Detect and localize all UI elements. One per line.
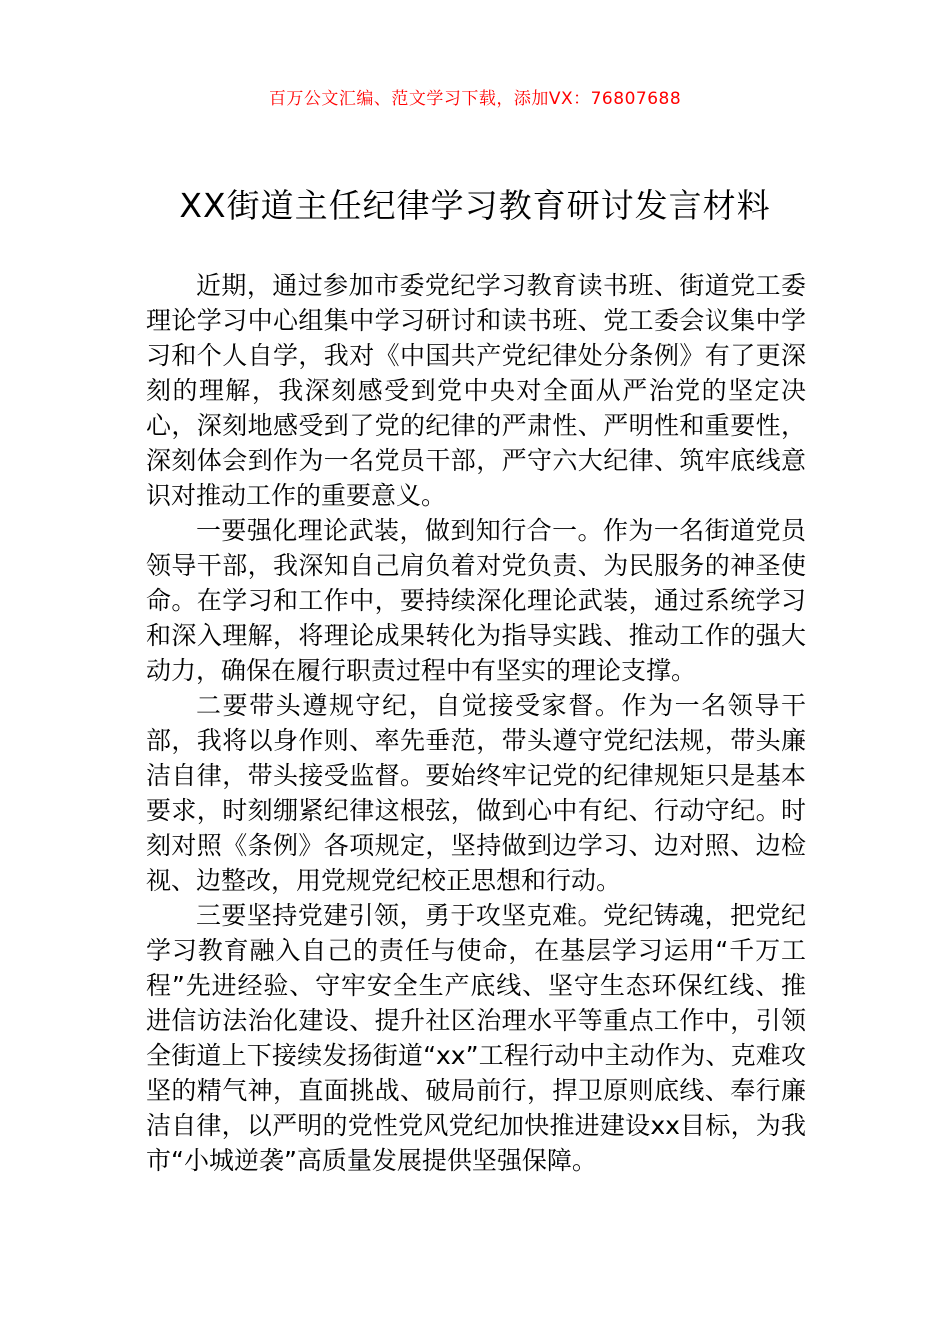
header-watermark-note: 百万公文汇编、范文学习下载，添加VX：76807688 (268, 89, 682, 109)
paragraph-point-3: 三要坚持党建引领，勇于攻坚克难。党纪铸魂，把党纪学习教育融入自己的责任与使命，在基层学习运用“千万工程”先进经验、守牢安全生产底线、坚守生态环保红线、推进信访法治化建设、提升社区治理水平等重点工作中，引领全街道上下接续发扬街道“xx”工程行动中主动作为、克难攻坚的精气神，直面挑战、破局前行，捍卫原则底线、奉行廉洁自律，以严明的党性党风党纪加快推进建设xx目标，为我市“小城逆袭”高质量发展提供坚强保障。 (146, 901, 806, 1175)
document-title: XX街道主任纪律学习教育研讨发言材料 (179, 186, 771, 225)
paragraph-point-2: 二要带头遵规守纪，自觉接受家督。作为一名领导干部，我将以身作则、率先垂范，带头遵守党纪法规，带头廉洁自律，带头接受监督。要始终牢记党的纪律规矩只是基本要求，时刻绷紧纪律这根弦，做到心中有纪、行动守纪。时刻对照《条例》各项规定，坚持做到边学习、边对照、边检视、边整改，用党规党纪校正思想和行动。 (146, 691, 806, 895)
paragraph-point-1: 一要强化理论武装，做到知行合一。作为一名街道党员领导干部，我深知自己肩负着对党负责、为民服务的神圣使命。在学习和工作中，要持续深化理论武装，通过系统学习和深入理解，将理论成果转化为指导实践、推动工作的强大动力，确保在履行职责过程中有坚实的理论支撑。 (146, 516, 806, 685)
paragraph-intro: 近期，通过参加市委党纪学习教育读书班、街道党工委理论学习中心组集中学习研讨和读书班、党工委会议集中学习和个人自学，我对《中国共产党纪律处分条例》有了更深刻的理解，我深刻感受到党中央对全面从严治党的坚定决心，深刻地感受到了党的纪律的严肃性、严明性和重要性，深刻体会到作为一名党员干部，严守六大纪律、筑牢底线意识对推动工作的重要意义。 (146, 271, 806, 510)
document-body (146, 268, 806, 1178)
